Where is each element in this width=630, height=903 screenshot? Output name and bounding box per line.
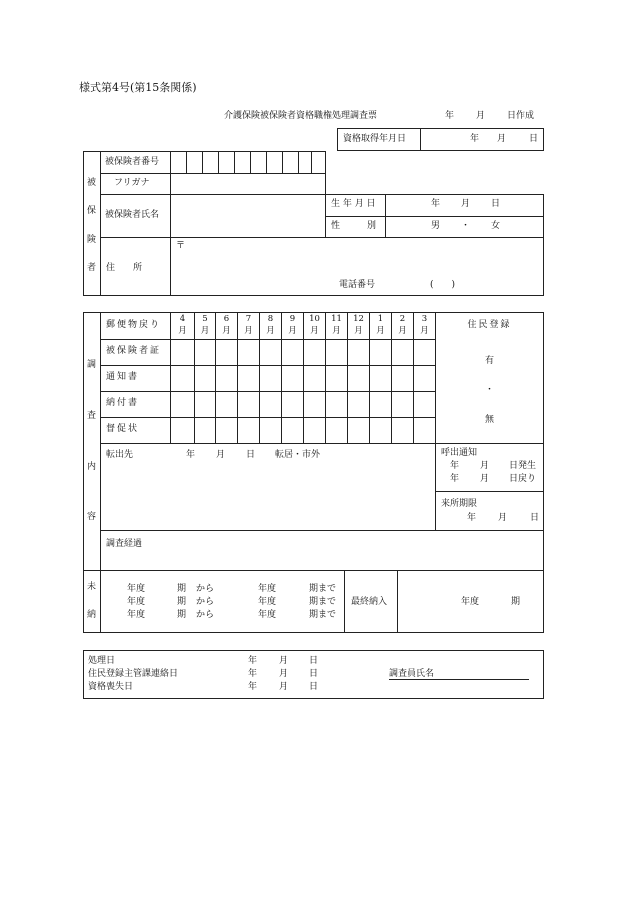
acquire-date-label: 資格取得年月日 [343,134,407,144]
month-header: 2 [399,314,406,324]
moveout-label: 転出先 [106,450,134,460]
acquire-day: 日 [529,134,539,144]
month-header: 4 [179,314,186,324]
month-header: 3 [421,314,428,324]
unpaid-from: から [196,597,215,607]
footer-label: 処理日 [88,656,116,666]
unpaid-fy2: 年度 [258,584,277,594]
visit-year: 年 [467,513,477,523]
footer-day: 日 [309,682,319,692]
insured-side-3: 険 [87,235,97,245]
moveout-month: 月 [216,450,226,460]
insured-name-label: 被保険者氏名 [105,210,160,220]
unpaid-fy: 年度 [127,597,146,607]
month-header: 6 [223,314,230,324]
unpaid-period: 期 [177,610,187,620]
birth-month: 月 [461,199,471,209]
sex-dot: ・ [461,221,471,231]
month-suffix: 月 [222,326,231,336]
acquire-month: 月 [497,134,507,144]
unpaid-fy: 年度 [127,584,146,594]
row-label-payment-slip: 納付書 [106,398,140,408]
footer-year: 年 [248,682,258,692]
callout-row1-suffix: 日発生 [509,461,537,471]
investigation-side-3: 内 [87,462,97,472]
row-label-mail-return: 郵便物戻り [106,320,162,330]
moveout-year: 年 [186,450,196,460]
resident-reg-dot: ・ [484,385,494,395]
footer-label: 資格喪失日 [88,682,134,692]
footer-month: 月 [279,682,289,692]
phone-paren: ( ) [430,280,456,290]
footer-day: 日 [309,669,319,679]
progress-label: 調査経過 [106,539,143,549]
callout-row2-suffix: 日戻り [509,474,537,484]
visit-month: 月 [498,513,508,523]
month-suffix: 月 [376,326,385,336]
insured-side-4: 者 [87,263,97,273]
birth-year: 年 [431,199,441,209]
unpaid-period: 期 [177,584,187,594]
footer-year: 年 [248,656,258,666]
month-suffix: 月 [332,326,341,336]
month-suffix: 月 [354,326,363,336]
unpaid-from: から [196,584,215,594]
moveout-kind: 転居・市外 [275,450,321,460]
moveout-day: 日 [246,450,256,460]
investigator-signature-line[interactable] [389,679,529,680]
visit-day: 日 [530,513,540,523]
last-payment-fy: 年度 [461,597,480,607]
created-day-label: 日作成 [507,111,535,121]
sex-male: 男 [431,221,441,231]
unpaid-from: から [196,610,215,620]
row-label-reminder: 督促状 [106,424,140,434]
postal-mark: 〒 [176,241,186,251]
unpaid-fy2: 年度 [258,597,277,607]
form-title: 介護保険被保険者資格職権処理調査票 [224,111,378,121]
unpaid-side-2: 納 [87,610,97,620]
visit-deadline-label: 来所期限 [441,499,478,509]
row-label-notice: 通知書 [106,372,140,382]
unpaid-period: 期 [177,597,187,607]
callout-row1-year: 年 [450,461,460,471]
furigana-label: フリガナ [114,178,150,188]
unpaid-until: 期まで [309,610,337,620]
insured-side-1: 被 [87,178,97,188]
callout-label: 呼出通知 [441,448,478,458]
resident-reg-no: 無 [484,415,494,425]
footer-month: 月 [279,656,289,666]
month-header: 9 [289,314,296,324]
unpaid-fy: 年度 [127,610,146,620]
month-header: 12 [353,314,364,324]
month-header: 10 [309,314,320,324]
acquire-year: 年 [470,134,480,144]
insured-side-2: 保 [87,206,97,216]
row-label-insurance-card: 被保険者証 [106,346,162,356]
sex-female: 女 [491,221,501,231]
address-label: 住 所 [106,263,143,273]
insured-number-label: 被保険者番号 [105,157,160,167]
month-suffix: 月 [310,326,319,336]
month-suffix: 月 [200,326,210,336]
investigation-side-2: 査 [87,411,97,421]
investigator-label: 調査員氏名 [389,669,435,679]
callout-row2-month: 月 [480,474,490,484]
sex-label: 性 別 [331,221,377,231]
month-header: 1 [377,314,384,324]
footer-day: 日 [309,656,319,666]
month-suffix: 月 [266,326,275,336]
callout-row1-month: 月 [480,461,490,471]
birth-day: 日 [491,199,501,209]
footer-year: 年 [248,669,258,679]
month-suffix: 月 [244,326,253,336]
month-suffix: 月 [398,326,407,336]
month-header: 11 [331,314,342,324]
callout-row2-year: 年 [450,474,460,484]
resident-reg-label: 住民登録 [467,320,512,330]
unpaid-until: 期まで [309,597,337,607]
investigation-side-1: 調 [87,360,97,370]
month-header: 8 [267,314,274,324]
month-suffix: 月 [178,326,187,336]
month-header: 5 [202,314,208,324]
unpaid-until: 期まで [309,584,337,594]
created-year: 年 [445,111,455,121]
last-payment-label: 最終納入 [351,597,388,607]
birth-label: 生 年 月 日 [331,199,376,209]
footer-label: 住民登録主管課連絡日 [88,669,179,679]
investigation-side-4: 容 [87,512,97,522]
unpaid-side-1: 未 [87,582,97,592]
unpaid-fy2: 年度 [258,610,277,620]
month-suffix: 月 [288,326,297,336]
footer-month: 月 [279,669,289,679]
created-month: 月 [476,111,486,121]
month-header: 7 [245,314,252,324]
resident-reg-yes: 有 [484,356,494,366]
last-payment-period: 期 [511,597,521,607]
month-suffix: 月 [420,326,429,336]
phone-label: 電話番号 [339,280,376,290]
form-id: 様式第4号(第15条関係) [79,81,197,94]
